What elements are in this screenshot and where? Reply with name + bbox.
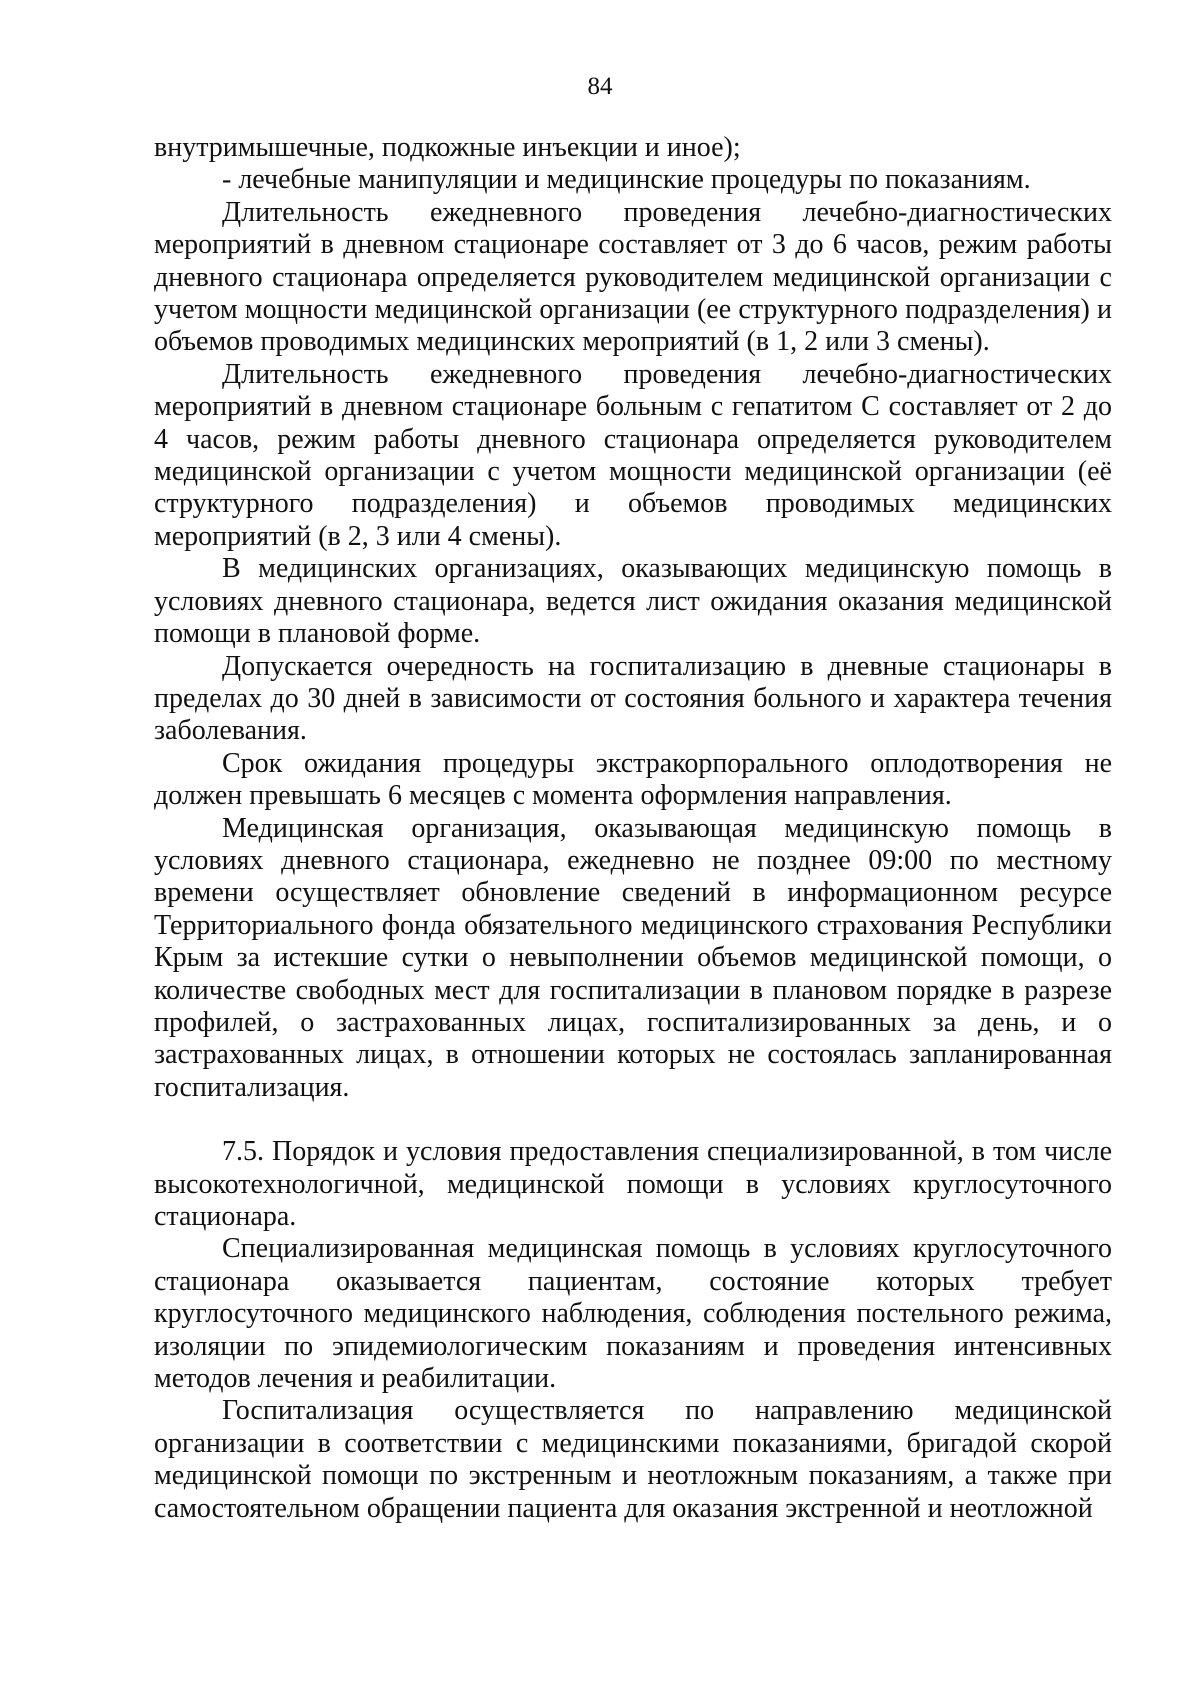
paragraph-specialized-care: Специализированная медицинская помощь в условиях круглосуточного стационара оказывается пациентам, состояние которых требует круглосуточного медицинского наблюдения, соблюдения постельного режима, изоляции по эпидемиологическим показаниям и проведения интенсивных методов лечения и реабилитации. <box>154 1233 1112 1395</box>
paragraph-info-update: Медицинская организация, оказывающая медицинскую помощь в условиях дневного стационара, ежедневно не позднее 09:00 по местному времени осуществляет обновление сведений в информационном ресурсе Территориального фонда обязательного медицинского страхования Республики Крым за истекшие сутки о невыполнении объемов медицинской помощи, о количестве свободных мест для госпитализации в плановом порядке в разрезе профилей, о застрахованных лицах, госпитализированных за день, и о застрахованных лицах, в отношении которых не состоялась запланированная госпитализация. <box>154 812 1112 1103</box>
paragraph-queue: Допускается очередность на госпитализацию в дневные стационары в пределах до 30 дней в зависимости от состояния больного и характера течения заболевания. <box>154 650 1112 747</box>
section-heading-7-5: 7.5. Порядок и условия предоставления специализированной, в том числе высокотехнологичной, медицинской помощи в условиях круглосуточного стационара. <box>154 1136 1112 1232</box>
paragraph-manipulations: - лечебные манипуляции и медицинские процедуры по показаниям. <box>222 164 1031 196</box>
paragraph-hospitalization: Госпитализация осуществляется по направлению медицинской организации в соответствии с медицинскими показаниями, бригадой скорой медицинской помощи по экстренным и неотложным показаниям, а также при самостоятельном обращении пациента для оказания экстренной и неотложной <box>154 1395 1112 1524</box>
paragraph-duration-general: Длительность ежедневного проведения лечебно-диагностических мероприятий в дневном стационаре составляет от 3 до 6 часов, режим работы дневного стационара определяется руководителем медицинской организации с учетом мощности медицинской организации (ее структурного подразделения) и объемов проводимых медицинских мероприятий (в 1, 2 или 3 смены). <box>154 196 1112 358</box>
paragraph-ivf-waiting: Срок ожидания процедуры экстракорпорального оплодотворения не должен превышать 6 месяцев с момента оформления направления. <box>154 747 1112 812</box>
paragraph-duration-hepatitis: Длительность ежедневного проведения лечебно-диагностических мероприятий в дневном стационаре больным с гепатитом С составляет от 2 до 4 часов, режим работы дневного стационара определяется руководителем медицинской организации с учетом мощности медицинской организации (её структурного подразделения) и объемов проводимых медицинских мероприятий (в 2, 3 или 4 смены). <box>154 358 1112 552</box>
page-number: 84 <box>587 73 613 100</box>
paragraph-injections: внутримышечные, подкожные инъекции и иное); <box>154 132 741 163</box>
paragraph-waiting-list: В медицинских организациях, оказывающих медицинскую помощь в условиях дневного стационара, ведется лист ожидания оказания медицинской помощи в плановой форме. <box>154 553 1112 650</box>
document-body <box>154 132 1112 1525</box>
section-gap <box>154 1104 1112 1136</box>
